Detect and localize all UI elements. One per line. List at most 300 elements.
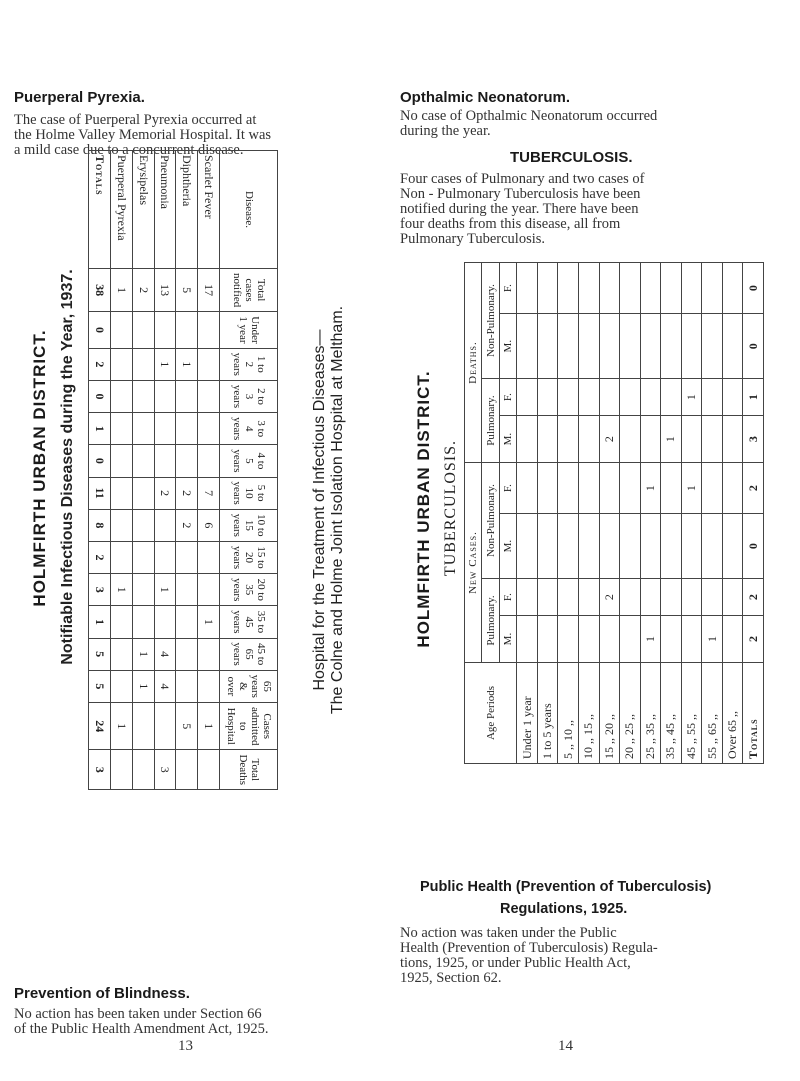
table-cell (537, 314, 558, 379)
table-cell: 1 (640, 616, 661, 663)
table-cell (537, 579, 558, 616)
table-cell (558, 314, 579, 379)
table-cell (558, 263, 579, 314)
non-pulmonary-header: Non-Pulmonary. (482, 263, 499, 379)
table-cell: 1 (702, 616, 723, 663)
table-cell (681, 263, 702, 314)
table-cell: 17 (198, 269, 220, 312)
total-cell: 2 (743, 616, 764, 663)
table-cell (176, 445, 198, 477)
table-cell (198, 413, 220, 445)
puerperal-line: The case of Puerperal Pyrexia occurred at (14, 112, 257, 128)
age-cell: 35 ,, 45 ,, (661, 663, 682, 764)
table-cell (154, 702, 176, 749)
table-cell (154, 541, 176, 573)
table-cell (154, 312, 176, 349)
table-cell (110, 638, 132, 670)
table-cell (599, 463, 620, 514)
sex-header: M. (499, 416, 516, 463)
table-cell (661, 379, 682, 416)
table-cell (722, 314, 743, 379)
total-cell: 5 (89, 638, 111, 670)
table-cell (110, 445, 132, 477)
table-cell (702, 314, 723, 379)
table-cell (132, 380, 154, 412)
table-cell: 4 (154, 670, 176, 702)
table-cell (132, 702, 154, 749)
table-header-cell: Total cases notified (220, 269, 278, 312)
blindness-paragraph (14, 1007, 384, 1037)
total-cell: 11 (89, 477, 111, 509)
table-cell (722, 416, 743, 463)
total-cell: 1 (89, 413, 111, 445)
table-cell (517, 616, 538, 663)
age-cell: 55 ,, 65 ,, (702, 663, 723, 764)
hospital-note-line-2: The Colne and Holme Joint Isolation Hospital at Meltham. (329, 305, 346, 715)
page-number-right: 14 (558, 1038, 573, 1054)
disease-cell: Erysipelas (132, 151, 154, 269)
table-cell (640, 379, 661, 416)
total-cell: 0 (743, 263, 764, 314)
tb-title-wrap (413, 260, 435, 760)
table-header-row (465, 263, 482, 764)
opthalmic-paragraph (400, 109, 790, 139)
opthalmic-line: during the year. (400, 123, 491, 139)
table-row (110, 151, 132, 790)
table-cell (537, 416, 558, 463)
tb-line: Four cases of Pulmonary and two cases of (400, 171, 645, 187)
table-header-cell: Under 1 year (220, 312, 278, 349)
puerperal-heading: Puerperal Pyrexia. (14, 89, 145, 106)
table-row (722, 263, 743, 764)
age-cell: Under 1 year (517, 663, 538, 764)
age-cell: 5 ,, 10 ,, (558, 663, 579, 764)
table-cell (110, 312, 132, 349)
table-cell (132, 348, 154, 380)
hospital-note-line-1: Hospital for the Treatment of Infectious Diseases— (311, 329, 328, 691)
table-cell (579, 314, 600, 379)
table-cell (702, 416, 723, 463)
table-cell (154, 606, 176, 638)
table-cell (722, 263, 743, 314)
pulmonary-header: Pulmonary. (482, 379, 499, 463)
table-cell: 1 (198, 702, 220, 749)
table-cell: 1 (661, 416, 682, 463)
table-cell (579, 416, 600, 463)
table-cell (661, 616, 682, 663)
public-health-line: No action was taken under the Public (400, 925, 617, 941)
table-row (154, 151, 176, 790)
table-cell (517, 416, 538, 463)
total-cell: 0 (89, 312, 111, 349)
table-cell (579, 579, 600, 616)
table-cell (132, 445, 154, 477)
table-totals-row (89, 151, 111, 790)
public-health-line: 1925, Section 62. (400, 970, 502, 986)
table-cell (661, 463, 682, 514)
total-cell: 1 (89, 606, 111, 638)
table-row (661, 263, 682, 764)
table-cell (558, 616, 579, 663)
blindness-line: No action has been taken under Section 66 (14, 1006, 262, 1022)
table-cell: 2 (599, 416, 620, 463)
table-cell (620, 314, 641, 379)
tb-paragraph (400, 172, 790, 247)
notifiable-table-rotator (88, 150, 278, 790)
table-cell (517, 514, 538, 579)
notifiable-table (88, 150, 278, 790)
table-cell: 3 (154, 750, 176, 790)
table-row (198, 151, 220, 790)
table-row (132, 151, 154, 790)
table-cell: 2 (599, 579, 620, 616)
hospital-note-area (300, 250, 346, 770)
table-row (517, 263, 538, 764)
table-cell (198, 445, 220, 477)
table-cell (110, 509, 132, 541)
table-cell (599, 379, 620, 416)
sex-header: M. (499, 314, 516, 379)
table-cell (620, 416, 641, 463)
table-header-cell: 1 to 2 years (220, 348, 278, 380)
table-header-cell: 4 to 5 years (220, 445, 278, 477)
table-header-cell: 35 to 45 years (220, 606, 278, 638)
deaths-header: Deaths. (465, 263, 482, 463)
age-cell: 25 ,, 35 ,, (640, 663, 661, 764)
table-cell: 1 (198, 606, 220, 638)
table-cell (681, 616, 702, 663)
table-cell (154, 413, 176, 445)
public-health-heading-2: Regulations, 1925. (500, 901, 628, 917)
table-cell (579, 463, 600, 514)
table-cell (132, 750, 154, 790)
table-cell (537, 463, 558, 514)
puerperal-line: the Holme Valley Memorial Hospital. It was (14, 127, 272, 143)
table-cell: 2 (154, 477, 176, 509)
table-cell: 1 (110, 702, 132, 749)
table-cell: 5 (176, 269, 198, 312)
tb-heading: TUBERCULOSIS. (510, 149, 633, 166)
table-cell (599, 314, 620, 379)
table-row (579, 263, 600, 764)
table-cell (722, 514, 743, 579)
sex-header: M. (499, 616, 516, 663)
total-cell: 3 (89, 574, 111, 606)
table-row (558, 263, 579, 764)
total-cell: 38 (89, 269, 111, 312)
notifiable-district-title: HOLMFIRTH URBAN DISTRICT. (30, 329, 49, 607)
table-cell (537, 379, 558, 416)
table-cell: 1 (154, 348, 176, 380)
table-cell (132, 312, 154, 349)
opthalmic-line: No case of Opthalmic Neonatorum occurred (400, 108, 658, 124)
table-cell (558, 463, 579, 514)
public-health-line: Health (Prevention of Tuberculosis) Regula- (400, 940, 658, 956)
total-cell: 0 (743, 314, 764, 379)
table-cell (198, 348, 220, 380)
table-cell (132, 477, 154, 509)
totals-label: Totals (743, 663, 764, 764)
table-cell (110, 541, 132, 573)
table-cell (517, 463, 538, 514)
table-cell: 2 (176, 477, 198, 509)
table-cell: 1 (640, 463, 661, 514)
age-cell: 10 ,, 15 ,, (579, 663, 600, 764)
total-cell: 2 (743, 463, 764, 514)
disease-cell: Diphtheria (176, 151, 198, 269)
pulmonary-header: Pulmonary. (482, 579, 499, 663)
table-row (702, 263, 723, 764)
blindness-line: of the Public Health Amendment Act, 1925. (14, 1021, 269, 1037)
age-periods-header: Age Periods (465, 663, 517, 764)
age-cell: Over 65 ,, (722, 663, 743, 764)
table-cell (640, 514, 661, 579)
table-cell (198, 670, 220, 702)
table-cell (110, 670, 132, 702)
age-cell: 15 ,, 20 ,, (599, 663, 620, 764)
table-cell (599, 263, 620, 314)
non-pulmonary-header: Non-Pulmonary. (482, 463, 499, 579)
table-cell: 1 (110, 269, 132, 312)
table-cell (537, 514, 558, 579)
table-cell (722, 463, 743, 514)
table-cell (154, 509, 176, 541)
total-cell: 0 (743, 514, 764, 579)
table-row (640, 263, 661, 764)
table-cell (702, 263, 723, 314)
table-header-cell: Total Deaths (220, 750, 278, 790)
table-cell (599, 616, 620, 663)
table-header-cell: 15 to 20 years (220, 541, 278, 573)
table-row (681, 263, 702, 764)
page-number-left: 13 (178, 1038, 193, 1054)
age-cell: 20 ,, 25 ,, (620, 663, 641, 764)
new-cases-header: New Cases. (465, 463, 482, 663)
table-cell: 1 (132, 670, 154, 702)
table-cell (620, 514, 641, 579)
table-cell: 5 (176, 702, 198, 749)
total-cell: 1 (743, 379, 764, 416)
table-cell (198, 638, 220, 670)
table-cell: 4 (154, 638, 176, 670)
table-header-row (220, 151, 278, 790)
table-cell (620, 463, 641, 514)
tb-table-area (464, 262, 764, 764)
table-cell (558, 379, 579, 416)
table-cell (110, 380, 132, 412)
table-header-cell: Cases admitted to Hospital (220, 702, 278, 749)
blindness-heading: Prevention of Blindness. (14, 985, 190, 1002)
table-cell (132, 541, 154, 573)
table-header-cell: 10 to 15 years (220, 509, 278, 541)
public-health-line: tions, 1925, or under Public Health Act, (400, 955, 631, 971)
table-cell (132, 509, 154, 541)
table-cell (110, 477, 132, 509)
table-cell (702, 379, 723, 416)
sex-header: F. (499, 263, 516, 314)
table-cell (681, 579, 702, 616)
table-cell (176, 670, 198, 702)
tb-table (464, 262, 764, 764)
sex-header: F. (499, 579, 516, 616)
age-cell: 1 to 5 years (537, 663, 558, 764)
table-cell: 13 (154, 269, 176, 312)
table-cell: 6 (198, 509, 220, 541)
table-row (176, 151, 198, 790)
table-cell: 1 (681, 463, 702, 514)
table-cell: 1 (176, 348, 198, 380)
table-cell (558, 416, 579, 463)
table-cell (702, 579, 723, 616)
table-cell (517, 263, 538, 314)
table-cell (176, 380, 198, 412)
table-cell (558, 514, 579, 579)
total-cell: 0 (89, 380, 111, 412)
total-cell: 0 (89, 445, 111, 477)
table-cell (661, 579, 682, 616)
public-health-heading-1: Public Health (Prevention of Tuberculosis) (420, 879, 712, 895)
tb-line: notified during the year. There have been (400, 201, 639, 217)
tb-line: four deaths from this disease, all from (400, 216, 621, 232)
table-row (599, 263, 620, 764)
table-cell (661, 314, 682, 379)
puerperal-line: a mild case due to a concurrent disease. (14, 142, 244, 158)
disease-cell: Scarlet Fever (198, 151, 220, 269)
table-cell (620, 616, 641, 663)
disease-cell: Pneumonia (154, 151, 176, 269)
table-header-cell: 2 to 3 years (220, 380, 278, 412)
table-cell (640, 314, 661, 379)
table-cell: 2 (132, 269, 154, 312)
table-cell (579, 514, 600, 579)
table-cell (154, 445, 176, 477)
opthalmic-heading: Opthalmic Neonatorum. (400, 89, 571, 106)
tb-line: Pulmonary Tuberculosis. (400, 231, 546, 247)
tb-subtitle-wrap (440, 260, 462, 760)
table-cell (620, 379, 641, 416)
table-cell: 1 (154, 574, 176, 606)
table-cell (517, 579, 538, 616)
table-cell (620, 579, 641, 616)
disease-cell: Puerperal Pyrexia (110, 151, 132, 269)
table-cell (558, 579, 579, 616)
table-cell (176, 541, 198, 573)
total-cell: 5 (89, 670, 111, 702)
tb-table-rotator (464, 262, 764, 764)
table-cell (110, 606, 132, 638)
table-cell (517, 379, 538, 416)
table-cell (599, 514, 620, 579)
table-cell (132, 413, 154, 445)
tb-line: Non - Pulmonary Tuberculosis have been (400, 186, 641, 202)
table-cell (176, 638, 198, 670)
tb-district-title: HOLMFIRTH URBAN DISTRICT. (414, 370, 433, 648)
table-totals-row (743, 263, 764, 764)
table-cell (198, 312, 220, 349)
table-cell (640, 263, 661, 314)
table-cell (176, 750, 198, 790)
table-header-cell: Disease. (220, 151, 278, 269)
table-row (537, 263, 558, 764)
table-header-cell: 20 to 35 years (220, 574, 278, 606)
table-cell (198, 380, 220, 412)
table-cell (537, 616, 558, 663)
totals-label: Totals (89, 151, 111, 269)
table-cell: 1 (110, 574, 132, 606)
total-cell: 3 (89, 750, 111, 790)
age-cell: 45 ,, 55 ,, (681, 663, 702, 764)
table-cell: 7 (198, 477, 220, 509)
table-cell (661, 263, 682, 314)
table-cell (640, 579, 661, 616)
table-cell: 1 (132, 638, 154, 670)
table-header-cell: 5 to 10 years (220, 477, 278, 509)
total-cell: 2 (89, 541, 111, 573)
table-header-cell: 3 to 4 years (220, 413, 278, 445)
table-cell (176, 574, 198, 606)
table-cell (110, 348, 132, 380)
table-cell (702, 514, 723, 579)
table-cell (198, 750, 220, 790)
table-cell (198, 541, 220, 573)
table-cell (132, 574, 154, 606)
table-row (620, 263, 641, 764)
sex-header: M. (499, 514, 516, 579)
tb-subtitle: TUBERCULOSIS. (442, 439, 459, 577)
sex-header: F. (499, 379, 516, 416)
notifiable-title-wrap (30, 160, 52, 780)
table-cell (681, 416, 702, 463)
table-cell (110, 750, 132, 790)
table-cell (681, 514, 702, 579)
table-cell (579, 379, 600, 416)
table-cell (722, 616, 743, 663)
table-cell (110, 413, 132, 445)
table-cell (176, 413, 198, 445)
notifiable-subtitle-wrap (58, 160, 80, 780)
table-cell (176, 606, 198, 638)
table-cell (132, 606, 154, 638)
notifiable-subtitle: Notifiable Infectious Diseases during the Year, 1937. (59, 269, 76, 665)
notifiable-table-area (88, 150, 278, 790)
table-cell: 2 (176, 509, 198, 541)
table-cell (517, 314, 538, 379)
total-cell: 2 (743, 579, 764, 616)
table-cell (579, 263, 600, 314)
table-cell (702, 463, 723, 514)
table-cell (579, 616, 600, 663)
table-cell (722, 579, 743, 616)
table-header-cell: 45 to 65 years (220, 638, 278, 670)
table-cell (722, 379, 743, 416)
table-cell: 1 (681, 379, 702, 416)
table-cell (640, 416, 661, 463)
table-cell (661, 514, 682, 579)
sex-header: F. (499, 463, 516, 514)
table-header-cell: 65 years & over (220, 670, 278, 702)
total-cell: 24 (89, 702, 111, 749)
table-cell (537, 263, 558, 314)
table-cell (154, 380, 176, 412)
table-cell (176, 312, 198, 349)
total-cell: 8 (89, 509, 111, 541)
total-cell: 2 (89, 348, 111, 380)
table-cell (681, 314, 702, 379)
public-health-paragraph (400, 926, 790, 986)
table-cell (198, 574, 220, 606)
table-cell (620, 263, 641, 314)
total-cell: 3 (743, 416, 764, 463)
